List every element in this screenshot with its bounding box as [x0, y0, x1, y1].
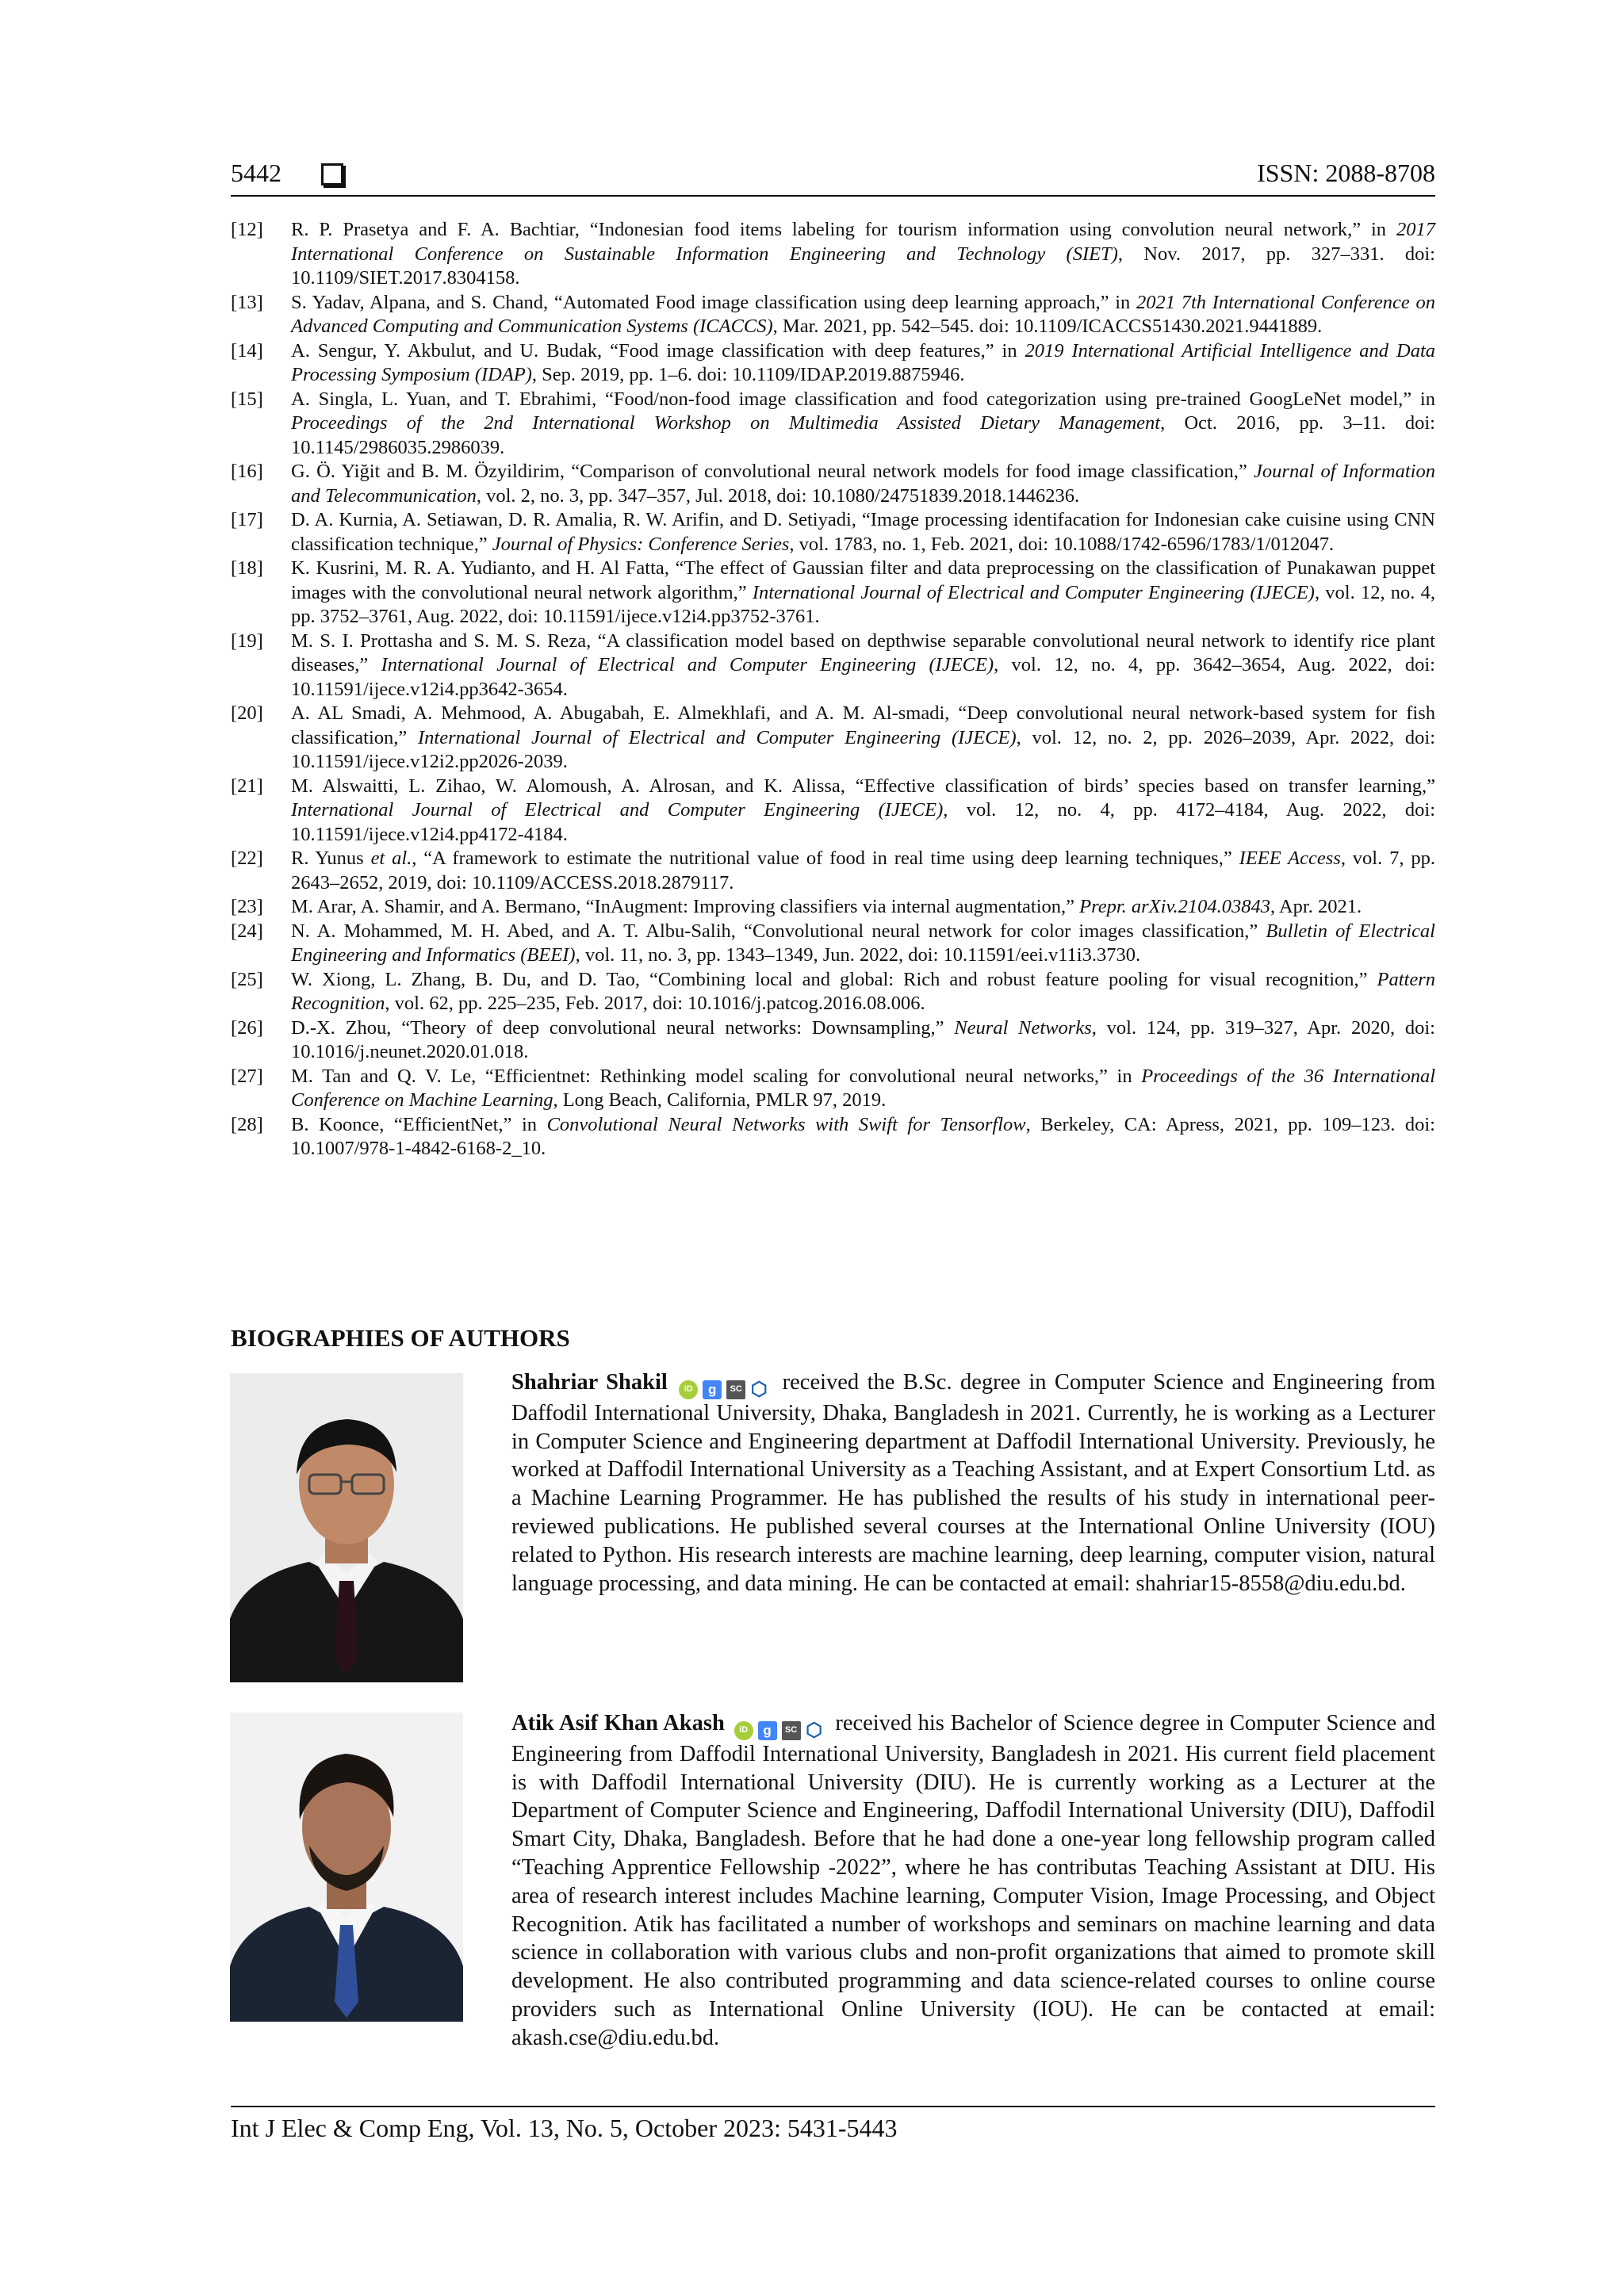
reference-text: D.-X. Zhou, “Theory of deep convolutional neural networks: Downsampling,” Neural Networks, vol. 124, pp. 319–327, Apr. 2020, doi: 10.1016/j.neunet.2020.01.018.: [291, 1016, 1435, 1062]
reference-number: [16]: [231, 461, 263, 482]
scopus-icon[interactable]: SC: [726, 1380, 745, 1399]
reference-number: [18]: [231, 557, 263, 579]
page-footer: [231, 2106, 1435, 2143]
square-icon: [321, 163, 343, 186]
reference-text: R. Yunus et al., “A framework to estimate the nutritional value of food in real time using deep learning techniques,” IEEE Access, vol. 7, pp. 2643–2652, 2019, doi: 10.1109/ACCESS.2018.2879117.: [291, 848, 1435, 894]
journal-citation: Int J Elec & Comp Eng, Vol. 13, No. 5, October 2023: 5431-5443: [231, 2114, 898, 2142]
reference-item: [231, 847, 1435, 895]
author-photo: [230, 1373, 463, 1682]
author-name: Atik Asif Khan Akash: [511, 1711, 725, 1735]
reference-item: [231, 339, 1435, 388]
page-header: [231, 152, 1435, 197]
reference-number: [25]: [231, 968, 263, 990]
reference-item: [231, 920, 1435, 968]
reference-text: M. Tan and Q. V. Le, “Efficientnet: Rethinking model scaling for convolutional neural networks,” in Proceedings of the 36 International Conference on Machine Learning, Long Beach, California, PMLR 97, 2019.: [291, 1065, 1435, 1111]
reference-item: [231, 508, 1435, 557]
author-bio-text: received his Bachelor of Science degree in Computer Science and Engineering from Daffodil International University, Bangladesh in 2021. His current field placement is with Daffodil International University (DIU). He is currently working as a Lecturer at the Department of Computer Science and Engineering, Daffodil International University (DIU), Daffodil Smart City, Dhaka, Bangladesh. Before that he had done a one-year long fellowship program called “Teaching Apprentice Fellowship -2022”, where he has contributas Teaching Assistant at DIU. His area of research interest includes Machine learning, Computer Vision, Image Processing, and Object Recognition. Atik has facilitated a number of workshops and seminars on machine learning and data science in collaboration with various clubs and non-profit organizations that aimed to promote skill development. He also contributed programming and data science-related courses to online course providers such as International Online University (IOU). He can be contacted at email: akash.cse@diu.edu.bd.: [511, 1711, 1436, 2050]
reference-number: [24]: [231, 920, 263, 942]
reference-text: S. Yadav, Alpana, and S. Chand, “Automated Food image classification using deep learning approach,” in 2021 7th International Conference on Advanced Computing and Communication Systems (ICACCS), Mar. 2021, pp. 542–545. doi: 10.1109/ICACCS51430.2021.9441889.: [291, 291, 1435, 337]
reference-text: A. AL Smadi, A. Mehmood, A. Abugabah, E. Almekhlafi, and A. M. Al-smadi, “Deep convolutional neural network-based system for fish classification,” International Journal of Electrical and Computer Engineering (IJECE), vol. 12, no. 2, pp. 2026–2039, Apr. 2022, doi: 10.11591/ijece.v12i2.pp2026-2039.: [291, 702, 1436, 772]
reference-text: A. Sengur, Y. Akbulut, and U. Budak, “Food image classification with deep features,” in 2019 International Artificial Intelligence and Data Processing Symposium (IDAP), Sep. 2019, pp. 1–6. doi: 10.1109/IDAP.2019.8875946.: [291, 339, 1435, 385]
page-number: 5442: [231, 159, 282, 187]
reference-item: [231, 218, 1435, 291]
reference-number: [27]: [231, 1065, 263, 1087]
reference-item: [231, 388, 1435, 461]
orcid-icon[interactable]: iD: [734, 1721, 753, 1740]
reference-number: [26]: [231, 1016, 263, 1039]
reference-text: D. A. Kurnia, A. Setiawan, D. R. Amalia, R. W. Arifin, and D. Setiyadi, “Image processing identifacation for Indonesian cake cuisine using CNN classification technique,” Journal of Physics: Conference Series, vol. 1783, no. 1, Feb. 2021, doi: 10.1088/1742-6596/1783/1/012047.: [291, 509, 1435, 555]
reference-text: R. P. Prasetya and F. A. Bachtiar, “Indonesian food items labeling for tourism information using convolution neural network,” in 2017 International Conference on Sustainable Information Engineering and Technology (SIET), Nov. 2017, pp. 327–331. doi: 10.1109/SIET.2017.8304158.: [291, 219, 1435, 289]
author-profile-links: [734, 1721, 823, 1740]
reference-item: [231, 1113, 1435, 1161]
reference-item: [231, 1016, 1435, 1065]
reference-text: G. Ö. Yiğit and B. M. Özyildirim, “Comparison of convolutional neural network models for food image classification,” Journal of Information and Telecommunication, vol. 2, no. 3, pp. 347–357, Jul. 2018, doi: 10.1080/24751839.2018.1446236.: [291, 461, 1435, 507]
reference-number: [28]: [231, 1113, 263, 1135]
scopus-icon[interactable]: SC: [782, 1721, 801, 1740]
reference-text: M. Alswaitti, L. Zihao, W. Alomoush, A. Alrosan, and K. Alissa, “Effective classification of birds’ species based on transfer learning,” International Journal of Electrical and Computer Engineering (IJECE), vol. 12, no. 4, pp. 4172–4184, Aug. 2022, doi: 10.11591/ijece.v12i4.pp4172-4184.: [291, 775, 1436, 845]
author-portrait-image: [230, 1712, 463, 2022]
references-list: [231, 218, 1435, 1161]
web-of-science-icon[interactable]: ⬡: [750, 1379, 768, 1400]
author-portrait-image: [230, 1373, 463, 1682]
reference-number: [12]: [231, 219, 263, 240]
author-biography: [511, 1709, 1435, 2053]
reference-text: W. Xiong, L. Zhang, B. Du, and D. Tao, “Combining local and global: Rich and robust feature pooling for visual recognition,” Pattern Recognition, vol. 62, pp. 225–235, Feb. 2017, doi: 10.1016/j.patcog.2016.08.006.: [291, 968, 1435, 1014]
author-bio-text: received the B.Sc. degree in Computer Science and Engineering from Daffodil International University, Dhaka, Bangladesh in 2021. Currently, he is working as a Lecturer in Computer Science and Engineering department at Daffodil International University. Previously, he worked at Daffodil International University as a Teaching Assistant, and at Expert Consortium Ltd. as a Machine Learning Programmer. He has published the results of his study in international peer-reviewed publications. He published several courses at the International Online University (IOU) related to Python. His research interests are machine learning, deep learning, computer vision, natural language processing, and data mining. He can be contacted at email: shahriar15-8558@diu.edu.bd.: [511, 1370, 1436, 1596]
reference-item: [231, 775, 1435, 848]
google-scholar-icon[interactable]: g: [758, 1721, 777, 1740]
issn: ISSN: 2088-8708: [1257, 159, 1435, 187]
reference-item: [231, 895, 1435, 920]
reference-item: [231, 629, 1435, 702]
web-of-science-icon[interactable]: ⬡: [806, 1720, 823, 1741]
author-name: Shahriar Shakil: [511, 1370, 668, 1395]
reference-number: [17]: [231, 509, 263, 530]
reference-item: [231, 291, 1435, 339]
reference-text: A. Singla, L. Yuan, and T. Ebrahimi, “Food/non-food image classification and food categorization using pre-trained GoogLeNet model,” in Proceedings of the 2nd International Workshop on Multimedia Assisted Dietary Management, Oct. 2016, pp. 3–11. doi: 10.1145/2986035.2986039.: [291, 388, 1435, 458]
reference-number: [14]: [231, 339, 263, 362]
reference-number: [19]: [231, 629, 263, 652]
reference-item: [231, 557, 1435, 629]
author-biography: [511, 1368, 1435, 1598]
reference-number: [22]: [231, 848, 263, 869]
reference-item: [231, 1065, 1435, 1113]
reference-item: [231, 702, 1435, 775]
reference-number: [15]: [231, 388, 263, 410]
reference-number: [23]: [231, 896, 263, 917]
orcid-icon[interactable]: iD: [679, 1380, 698, 1399]
reference-text: M. S. I. Prottasha and S. M. S. Reza, “A classification model based on depthwise separable convolutional neural network to identify rice plant diseases,” International Journal of Electrical and Computer Engineering (IJECE), vol. 12, no. 4, pp. 3642–3654, Aug. 2022, doi: 10.11591/ijece.v12i4.pp3642-3654.: [291, 629, 1435, 700]
reference-text: N. A. Mohammed, M. H. Abed, and A. T. Albu-Salih, “Convolutional neural network for color images classification,” Bulletin of Electrical Engineering and Informatics (BEEI), vol. 11, no. 3, pp. 1343–1349, Jun. 2022, doi: 10.11591/eei.v11i3.3730.: [291, 920, 1435, 966]
author-photo: [230, 1712, 463, 2022]
reference-item: [231, 460, 1435, 508]
reference-text: B. Koonce, “EfficientNet,” in Convolutional Neural Networks with Swift for Tensorflow, Berkeley, CA: Apress, 2021, pp. 109–123. doi: 10.1007/978-1-4842-6168-2_10.: [291, 1113, 1435, 1159]
reference-item: [231, 968, 1435, 1016]
reference-text: M. Arar, A. Shamir, and A. Bermano, “InAugment: Improving classifiers via internal augmentation,” Prepr. arXiv.2104.03843, Apr. 2021.: [291, 896, 1362, 917]
reference-number: [13]: [231, 291, 263, 313]
reference-number: [21]: [231, 775, 263, 797]
google-scholar-icon[interactable]: g: [703, 1380, 722, 1399]
biographies-heading: BIOGRAPHIES OF AUTHORS: [231, 1324, 570, 1352]
author-profile-links: [679, 1380, 768, 1399]
reference-text: K. Kusrini, M. R. A. Yudianto, and H. Al Fatta, “The effect of Gaussian filter and data preprocessing on the classification of Punakawan puppet images with the convolutional neural network algorithm,” International Journal of Electrical and Computer Engineering (IJECE), vol. 12, no. 4, pp. 3752–3761, Aug. 2022, doi: 10.11591/ijece.v12i4.pp3752-3761.: [291, 557, 1435, 627]
reference-number: [20]: [231, 702, 263, 724]
